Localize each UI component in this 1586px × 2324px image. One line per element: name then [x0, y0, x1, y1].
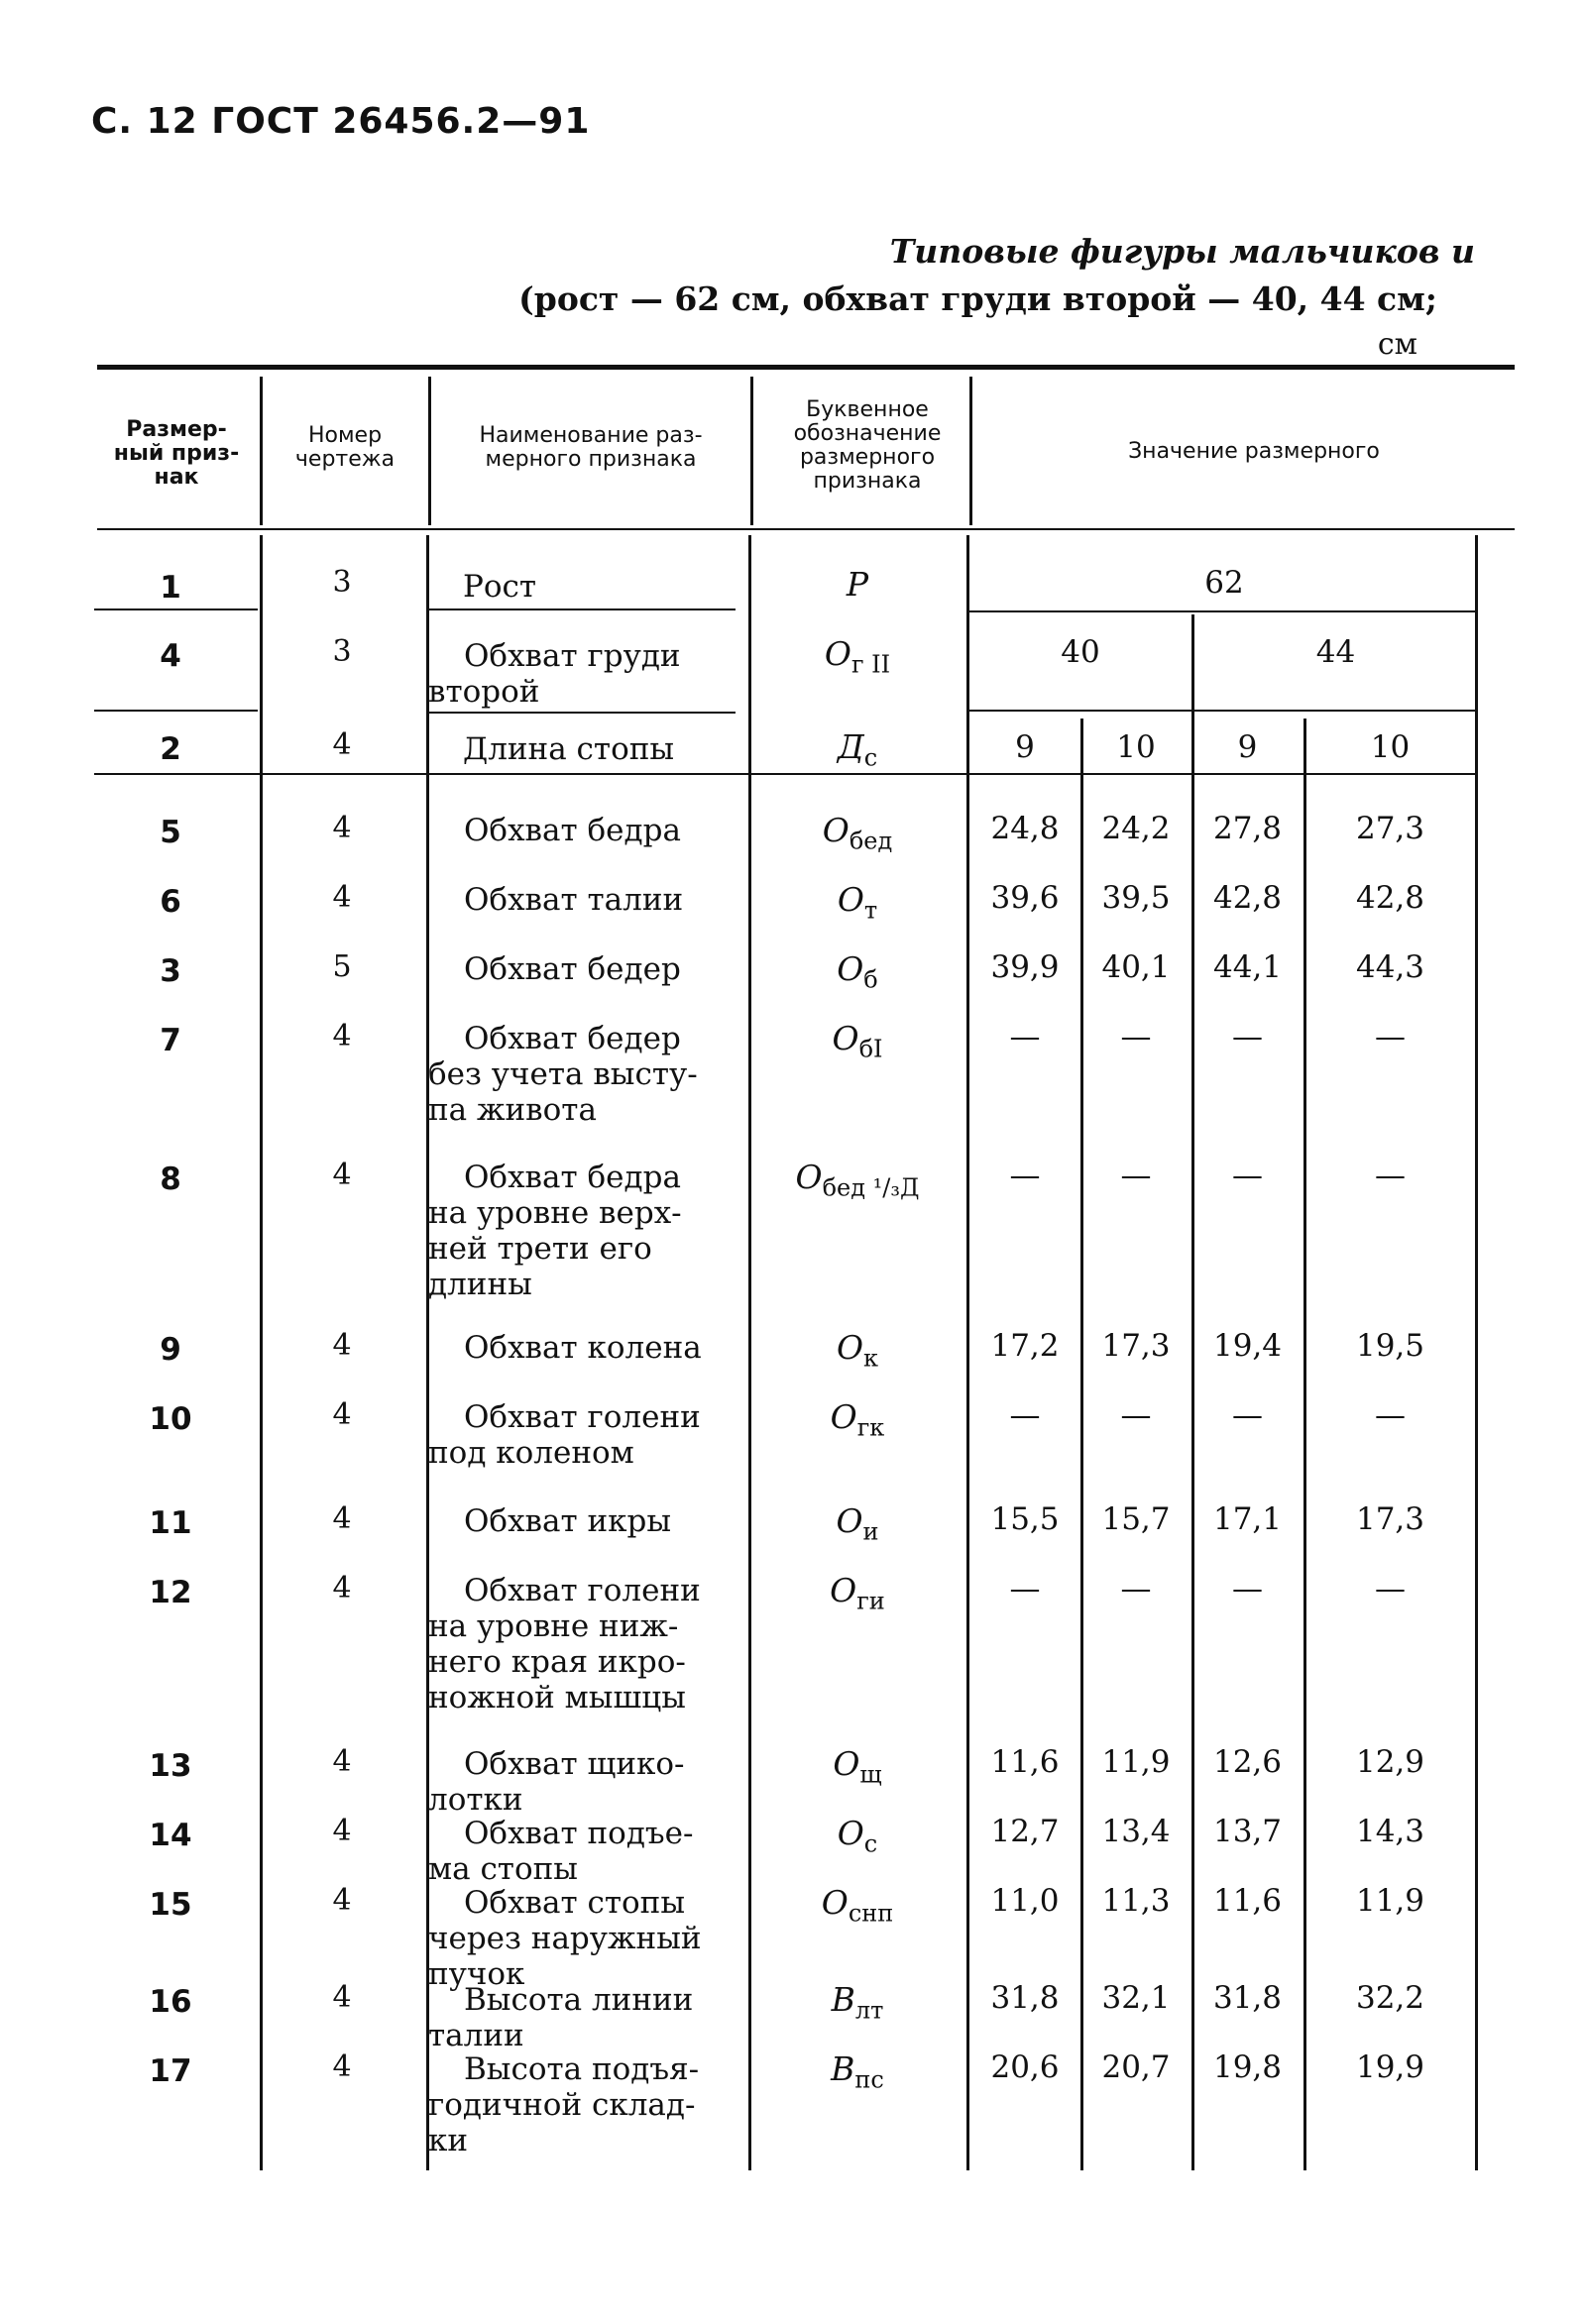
row-value: — [1375, 1019, 1406, 1054]
row-value: — [1375, 1158, 1406, 1193]
row-num: 10 [149, 1401, 192, 1437]
row-value: 44,1 [1212, 949, 1283, 985]
page-header: С. 12 ГОСТ 26456.2—91 [91, 101, 591, 142]
table-top-rule [97, 365, 1515, 370]
row-value: 31,8 [1212, 1980, 1283, 2016]
row-drawing: 4 [332, 2049, 352, 2084]
row-value: — [1009, 1571, 1041, 1606]
row-value: 17,1 [1212, 1501, 1283, 1537]
row-symbol [748, 1814, 966, 1858]
row-symbol [748, 1571, 966, 1615]
symbol-subscript: бед [849, 827, 893, 855]
row-num: 15 [149, 1887, 192, 1923]
chest-value: 44 [1315, 634, 1356, 670]
table-title: Типовые фигуры мальчиков и [889, 232, 1475, 271]
row-name: Обхват бедер без учета высту- па живота [428, 1021, 698, 1128]
header-feature: Размер- ный приз- нак [113, 417, 240, 490]
symbol-subscript: т [863, 896, 878, 925]
row-drawing: 4 [332, 880, 352, 915]
row-num: 9 [160, 1332, 181, 1368]
row-drawing: 4 [332, 1328, 352, 1363]
header-drawing: Номер чертежа [294, 423, 396, 472]
row-value: — [1009, 1158, 1041, 1193]
row-symbol [748, 1501, 966, 1546]
row-num: 16 [149, 1984, 192, 2020]
row-num: 13 [149, 1748, 192, 1784]
row-value: 19,5 [1355, 1328, 1425, 1364]
row-value: 24,2 [1101, 811, 1171, 846]
symbol-subscript: щ [859, 1760, 882, 1789]
row-name: Высота линии талии [428, 1982, 694, 2053]
row-value: — [1375, 1397, 1406, 1433]
symbol-subscript: к [863, 1344, 879, 1373]
row-symbol [748, 1328, 966, 1373]
symbol-subscript: лт [854, 1996, 884, 2025]
row-value: 39,6 [990, 880, 1060, 916]
row-symbol [748, 949, 966, 994]
foot-value: 10 [1370, 729, 1411, 765]
row-value: 11,3 [1101, 1883, 1171, 1919]
row-name: Высота подъя- годичной склад- ки [428, 2051, 700, 2158]
row-value: 12,6 [1212, 1744, 1283, 1780]
symbol-subscript: гк [856, 1413, 885, 1442]
row-num: 8 [160, 1162, 181, 1197]
row-value: 17,2 [990, 1328, 1060, 1364]
symbol-subscript: снп [848, 1899, 894, 1928]
row-rule [428, 609, 736, 610]
symbol-letter: О [836, 1328, 864, 1367]
row-rule [94, 773, 1477, 775]
symbol-subscript: пс [854, 2065, 884, 2094]
row-name: Обхват бедра на уровне верх- ней трети его длины [428, 1160, 682, 1302]
row-drawing: 3 [332, 565, 352, 600]
symbol-letter: О [837, 1814, 864, 1852]
row-drawing: 4 [332, 1397, 352, 1432]
foot-value: 10 [1116, 729, 1156, 765]
row-num: 3 [160, 953, 181, 989]
row-num: 14 [149, 1818, 192, 1853]
row-value: 42,8 [1212, 880, 1283, 916]
row-drawing: 4 [332, 811, 352, 845]
symbol-letter: О [821, 1883, 849, 1922]
row-num: 11 [149, 1505, 192, 1541]
row-drawing: 3 [332, 634, 352, 669]
row-value: — [1232, 1019, 1263, 1054]
row-value: 19,9 [1355, 2049, 1425, 2085]
row-value: 20,6 [990, 2049, 1060, 2085]
row-value: 11,6 [1212, 1883, 1283, 1919]
row-name: Обхват талии [464, 882, 684, 918]
chest-value: 40 [1061, 634, 1100, 670]
symbol-letter: О [822, 811, 850, 849]
symbol-letter: О [832, 1019, 859, 1057]
row-value: 40,1 [1101, 949, 1171, 985]
row-value: 15,5 [990, 1501, 1060, 1537]
column-divider [1303, 719, 1306, 2170]
row-value: 11,0 [990, 1883, 1060, 1919]
header-value: Значение размерного [1128, 439, 1380, 464]
symbol-letter: О [830, 1571, 857, 1609]
row-value: 24,8 [990, 811, 1060, 846]
row-value: 17,3 [1355, 1501, 1425, 1537]
row-value: 17,3 [1101, 1328, 1171, 1364]
symbol-letter: О [836, 1501, 863, 1540]
row-name: Обхват стопы через наружный пучок [428, 1885, 702, 1992]
row-value: 32,1 [1101, 1980, 1171, 2016]
row-num: 12 [149, 1575, 192, 1610]
row-rule [969, 710, 1475, 712]
table-unit: см [1377, 327, 1417, 362]
symbol-subscript: бед ¹/₃Д [822, 1173, 920, 1202]
row-drawing: 4 [332, 1883, 352, 1918]
header-name: Наименование раз- мерного признака [479, 423, 703, 472]
row-symbol [748, 1019, 966, 1063]
symbol-letter: О [830, 1397, 857, 1436]
row-name: Обхват голени под коленом [428, 1399, 701, 1471]
row-value: 42,8 [1355, 880, 1425, 916]
row-drawing: 4 [332, 727, 352, 762]
row-value: 11,6 [990, 1744, 1060, 1780]
row-value: 27,8 [1212, 811, 1283, 846]
row-value: 15,7 [1101, 1501, 1171, 1537]
row-drawing: 4 [332, 1814, 352, 1848]
row-rule [428, 712, 736, 714]
row-value: 27,3 [1355, 811, 1425, 846]
row-value: 39,9 [990, 949, 1060, 985]
symbol-subscript: б [863, 965, 878, 994]
row-value: — [1232, 1397, 1263, 1433]
row-value: — [1232, 1158, 1263, 1193]
row-rule [969, 610, 1475, 612]
row-value: 13,4 [1101, 1814, 1171, 1849]
row-symbol [748, 1980, 966, 2025]
symbol-letter: О [833, 1744, 860, 1783]
symbol-letter: В [831, 1980, 855, 2019]
row-name: Обхват подъе- ма стопы [428, 1816, 694, 1887]
row-num: 5 [160, 815, 181, 850]
column-divider [1080, 719, 1083, 2170]
table-subtitle: (рост — 62 см, обхват груди второй — 40, 44 см; [518, 279, 1437, 318]
column-divider [260, 535, 263, 2170]
row-num: 2 [160, 731, 181, 767]
symbol-subscript: ги [856, 1587, 885, 1615]
row-value: — [1009, 1019, 1041, 1054]
row-name: Обхват бедер [464, 951, 681, 987]
symbol-letter: О [795, 1158, 823, 1196]
row-num: 1 [160, 570, 181, 606]
row-symbol: $О_{г II}$ [824, 634, 891, 679]
row-value: — [1120, 1158, 1152, 1193]
row-name: Обхват груди второй [428, 638, 681, 710]
header-symbol: Буквенное обозначение размерного признака [793, 397, 942, 494]
row-drawing: 4 [332, 1501, 352, 1536]
header-divider [428, 377, 431, 525]
row-num: 4 [160, 638, 181, 674]
symbol-letter: О [837, 949, 864, 988]
row-value: — [1375, 1571, 1406, 1606]
header-divider [969, 377, 972, 525]
row-rule [94, 710, 258, 712]
row-rule [94, 609, 258, 610]
row-symbol [748, 1883, 966, 1928]
row-drawing: 4 [332, 1744, 352, 1779]
row-value: — [1120, 1397, 1152, 1433]
row-name: Обхват икры [464, 1503, 672, 1539]
row-num: 6 [160, 884, 181, 920]
row-drawing: 4 [332, 1019, 352, 1053]
header-divider [260, 377, 263, 525]
row-num: 7 [160, 1023, 181, 1058]
row-value: 19,8 [1212, 2049, 1283, 2085]
row-name: Обхват бедра [464, 813, 681, 848]
row-drawing: 4 [332, 1980, 352, 2015]
row-name: Обхват голени на уровне ниж- него края икро- ножной мышцы [428, 1573, 701, 1715]
row-value: — [1009, 1397, 1041, 1433]
row-value: 44,3 [1355, 949, 1425, 985]
row-symbol: Р [846, 565, 869, 604]
symbol-subscript: с [863, 1829, 878, 1858]
row-value: 62 [1204, 565, 1244, 601]
foot-value: 9 [1237, 729, 1258, 765]
row-num: 17 [149, 2053, 192, 2089]
header-divider [750, 377, 753, 525]
row-value: 11,9 [1101, 1744, 1171, 1780]
symbol-subscript: бI [858, 1035, 883, 1063]
row-name: Обхват щико- лотки [428, 1746, 685, 1818]
row-drawing: 4 [332, 1158, 352, 1192]
row-value: 12,9 [1355, 1744, 1425, 1780]
row-value: — [1120, 1571, 1152, 1606]
row-value: 19,4 [1212, 1328, 1283, 1364]
symbol-subscript: и [862, 1517, 879, 1546]
row-value: 32,2 [1355, 1980, 1425, 2016]
row-value: 11,9 [1355, 1883, 1425, 1919]
row-value: 20,7 [1101, 2049, 1171, 2085]
symbol-letter: В [831, 2049, 855, 2088]
row-name: Длина стопы [463, 731, 675, 767]
row-value: 31,8 [990, 1980, 1060, 2016]
row-value: 14,3 [1355, 1814, 1425, 1849]
row-value: 13,7 [1212, 1814, 1283, 1849]
row-symbol [748, 1158, 966, 1202]
row-value: 39,5 [1101, 880, 1171, 916]
row-value: 12,7 [990, 1814, 1060, 1849]
foot-value: 9 [1015, 729, 1035, 765]
row-name: Рост [463, 569, 537, 605]
row-symbol [748, 880, 966, 925]
column-divider [1191, 614, 1194, 2170]
row-symbol [748, 2049, 966, 2094]
symbol-letter: О [837, 880, 864, 919]
row-symbol [748, 811, 966, 855]
row-name: Обхват колена [464, 1330, 702, 1366]
header-bottom-rule [97, 528, 1515, 530]
row-value: — [1232, 1571, 1263, 1606]
row-symbol: $Д_с$ [837, 727, 878, 772]
row-symbol [748, 1397, 966, 1442]
row-symbol [748, 1744, 966, 1789]
row-drawing: 4 [332, 1571, 352, 1605]
row-drawing: 5 [332, 949, 352, 984]
row-value: — [1120, 1019, 1152, 1054]
